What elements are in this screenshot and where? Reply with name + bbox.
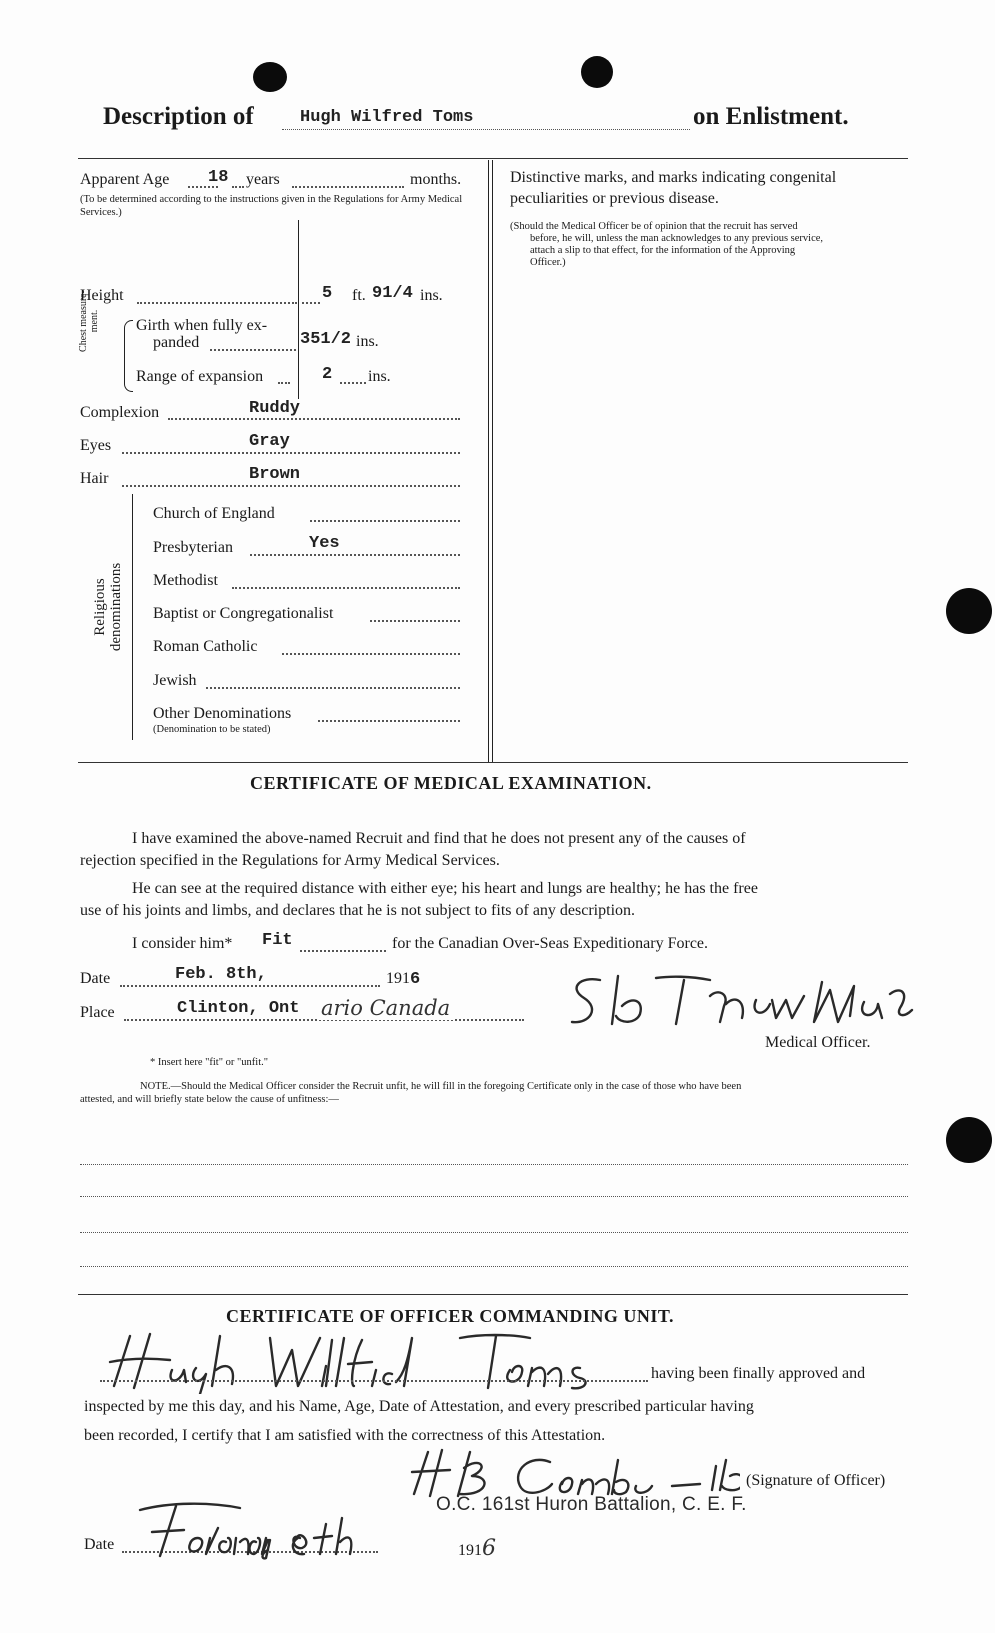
years-dots	[292, 186, 404, 188]
commanding-date-label: Date	[84, 1536, 115, 1553]
range-label: Range of expansion	[136, 368, 264, 385]
punch-hole-right-2	[946, 1117, 992, 1163]
girth-label-2: panded	[153, 334, 200, 351]
medical-date-dots	[120, 985, 380, 987]
panel-divider-2	[492, 160, 493, 762]
medical-place-value: Clinton, Ont	[174, 999, 302, 1018]
header-prefix: Description of	[103, 103, 254, 130]
commanding-year-prefix: 191	[458, 1542, 482, 1559]
medical-year-prefix: 191	[386, 970, 410, 987]
years-label: years	[246, 171, 280, 188]
fit-dots	[300, 950, 386, 952]
height-ins-label: ins.	[420, 287, 443, 304]
medical-year-digit: 6	[410, 970, 421, 989]
medical-title: CERTIFICATE OF MEDICAL EXAMINATION.	[250, 773, 652, 793]
height-dots	[137, 302, 297, 304]
consider-suffix	[392, 935, 708, 953]
height-ft-value: 5	[322, 284, 333, 303]
presbyterian-value: Yes	[306, 534, 343, 553]
age-dots-2	[232, 186, 244, 188]
commanding-line1: having been finally approved and	[651, 1365, 866, 1382]
denomination-other: Other Denominations	[153, 705, 292, 722]
medical-date-value: Feb. 8th,	[172, 965, 270, 984]
marks-note-2: before, he will, unless the man acknowledges to any previous service,	[530, 233, 824, 244]
hair-dots	[122, 485, 460, 487]
chest-label-text: Chest measure-ment.	[78, 290, 100, 352]
marks-note-1: (Should the Medical Officer be of opinion that the recruit has served	[510, 221, 798, 232]
religion-label	[92, 542, 124, 672]
medical-place-label: Place	[80, 1004, 115, 1021]
age-note-text: (To be determined according to the instructions given in the Regulations for Army Medical Services.)	[80, 194, 463, 218]
height-dots-2	[302, 302, 320, 304]
range-ins-label: ins.	[368, 368, 391, 385]
unfitness-line-4	[80, 1266, 908, 1267]
girth-label-1: Girth when fully ex-	[136, 317, 268, 334]
unfitness-line-3	[80, 1232, 908, 1233]
denomination-dots-3	[370, 620, 460, 622]
height-label: Height	[80, 287, 124, 304]
insert-note: * Insert here "fit" or "unfit."	[150, 1057, 269, 1068]
denomination-jewish: Jewish	[153, 672, 197, 689]
header-name-line	[282, 129, 690, 130]
signature-of-officer-label: (Signature of Officer)	[740, 1472, 885, 1490]
range-dots-2	[340, 382, 366, 384]
punch-hole-right-1	[946, 588, 992, 634]
denomination-dots-1	[250, 554, 460, 556]
fit-value: Fit	[262, 931, 293, 950]
denomination-dots-0	[310, 520, 460, 522]
range-dots	[278, 382, 290, 384]
recruit-signature-dots	[100, 1380, 648, 1382]
denomination-roman-catholic: Roman Catholic	[153, 638, 258, 655]
months-label: months.	[410, 171, 462, 188]
chest-label	[78, 286, 100, 356]
measure-column-rule	[298, 220, 299, 408]
denomination-baptist: Baptist or Congregationalist	[153, 605, 334, 622]
eyes-label: Eyes	[80, 437, 112, 454]
marks-heading-2: peculiarities or previous disease.	[510, 190, 719, 207]
medical-date-label: Date	[80, 970, 111, 987]
commanding-line2: inspected by me this day, and his Name, Age, Date of Attestation, and every prescribed particular having	[84, 1398, 754, 1415]
unfit-note-2: attested, and will briefly state below the cause of unfitness:—	[80, 1094, 339, 1105]
ft-label: ft.	[352, 287, 366, 304]
section-rule	[78, 1294, 908, 1295]
punch-hole-top-left	[253, 62, 287, 92]
medical-place-hand: ario Canada	[318, 996, 453, 1020]
marks-heading-1: Distinctive marks, and marks indicating congenital	[510, 169, 837, 186]
marks-note-3: attach a slip to that effect, for the information of the Approving	[530, 245, 796, 256]
age-value: 18	[208, 168, 229, 187]
eyes-value: Gray	[246, 432, 293, 451]
commanding-title: CERTIFICATE OF OFFICER COMMANDING UNIT.	[226, 1306, 675, 1326]
complexion-label: Complexion	[80, 404, 160, 421]
medical-para2-line1: He can see at the required distance with either eye; his heart and lungs are healthy; he has the free	[132, 880, 758, 897]
denomination-dots-6	[318, 720, 460, 722]
denomination-dots-5	[206, 687, 460, 689]
apparent-age-row	[80, 171, 169, 189]
denomination-dots-4	[282, 653, 460, 655]
medical-para2-line2: use of his joints and limbs, and declares that he is not subject to fits of any description.	[80, 902, 636, 919]
religion-label-text: Religious denominations	[92, 562, 124, 652]
denomination-church-of-england: Church of England	[153, 505, 275, 522]
punch-hole-top-right	[581, 56, 613, 88]
girth-dots	[210, 349, 296, 351]
officer-stamp: O.C. 161st Huron Battalion, C. E. F.	[436, 1494, 747, 1515]
unfitness-line-2	[80, 1196, 908, 1197]
religion-brace	[132, 494, 137, 740]
header-title	[103, 103, 254, 131]
medical-officer-label: Medical Officer.	[765, 1034, 871, 1051]
recruit-name: Hugh Wilfred Toms	[300, 108, 474, 127]
eyes-dots	[122, 452, 460, 454]
unfit-note-1: NOTE.—Should the Medical Officer consider the Recruit unfit, he will fill in the foregoing Certificate only in the case of those who have been	[140, 1081, 742, 1092]
commanding-line3: been recorded, I certify that I am satisfied with the correctness of this Attestation.	[84, 1427, 606, 1444]
complexion-dots	[168, 418, 460, 420]
panel-divider-1	[488, 160, 489, 762]
girth-ins-label: ins.	[356, 333, 379, 350]
denomination-note: (Denomination to be stated)	[153, 724, 271, 735]
table-top-rule	[78, 158, 908, 159]
complexion-value: Ruddy	[246, 399, 303, 418]
apparent-age-label: Apparent Age	[80, 171, 170, 188]
commanding-year-digit: 6	[482, 1536, 496, 1561]
table-bottom-rule	[78, 762, 908, 763]
medical-para1-line2: rejection specified in the Regulations for Army Medical Services.	[80, 852, 500, 869]
header-suffix: on Enlistment.	[693, 103, 849, 130]
hair-value: Brown	[246, 465, 303, 484]
hair-label: Hair	[80, 470, 109, 487]
range-value: 2	[322, 365, 333, 384]
unfitness-line-1	[80, 1164, 908, 1165]
medical-year	[386, 970, 420, 989]
consider-suffix-text: for the Canadian Over-Seas Expeditionary Force.	[392, 935, 709, 952]
denomination-dots-2	[232, 587, 460, 589]
girth-value: 351/2	[300, 330, 352, 349]
consider-label: I consider him*	[132, 935, 233, 952]
chest-brace	[124, 320, 133, 392]
medical-para1-line1: I have examined the above-named Recruit and find that he does not present any of the causes of	[132, 830, 746, 847]
denomination-methodist: Methodist	[153, 572, 218, 589]
height-in-value: 91/4	[372, 284, 413, 303]
marks-note-4: Officer.)	[530, 257, 566, 268]
denomination-presbyterian: Presbyterian	[153, 539, 233, 556]
age-note	[80, 193, 470, 219]
commanding-year	[458, 1536, 496, 1561]
